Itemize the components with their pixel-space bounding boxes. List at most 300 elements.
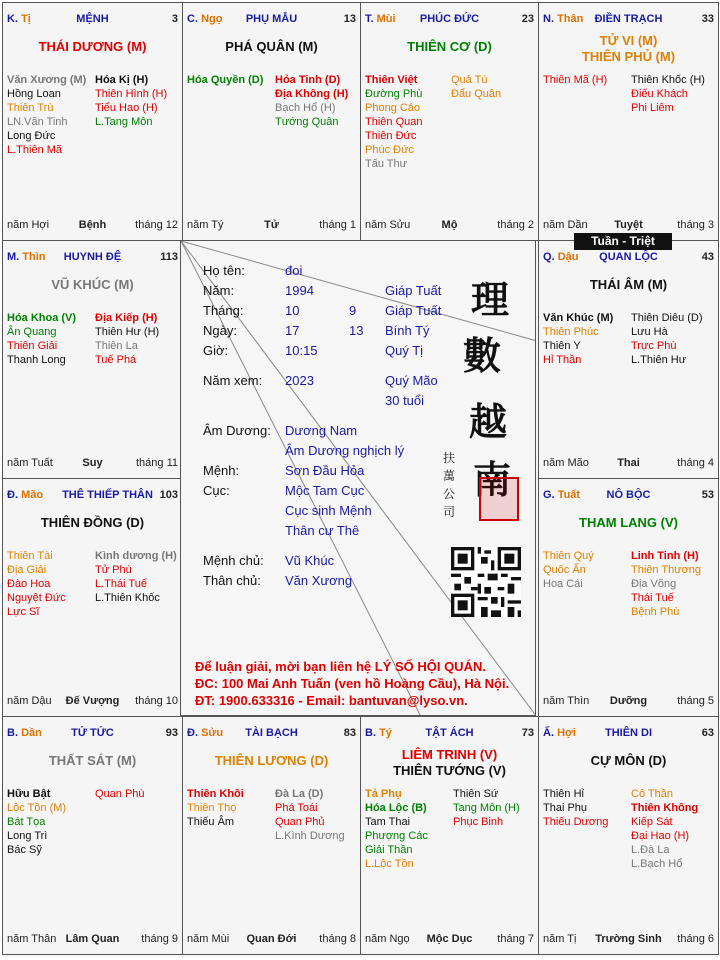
minor-star: Thiên Thương bbox=[631, 564, 702, 576]
minor-star: Thiếu Dương bbox=[543, 816, 609, 828]
palace-footer bbox=[543, 695, 714, 709]
main-stars bbox=[539, 277, 718, 293]
year-canchi: Giáp Tuất bbox=[385, 283, 442, 298]
minor-stars-right bbox=[95, 73, 167, 129]
name-label: Họ tên: bbox=[203, 263, 245, 278]
minor-stars-left bbox=[7, 549, 66, 619]
minor-stars-left bbox=[543, 73, 607, 87]
main-star: THÁI ÂM (M) bbox=[589, 277, 668, 292]
footer-phase: Quan Đới bbox=[246, 933, 297, 945]
minor-star: Thiên Trù bbox=[7, 102, 54, 114]
minor-star: Lưu Hà bbox=[631, 326, 668, 338]
minor-star: Đẩu Quân bbox=[451, 88, 502, 100]
palace-name: PHỤ MẪU bbox=[245, 13, 298, 25]
palace-header bbox=[365, 727, 534, 741]
palace-chi: Ngọ bbox=[201, 13, 223, 25]
palace-can-chi bbox=[7, 727, 42, 739]
minor-stars-left bbox=[365, 787, 428, 871]
footer-year: năm Hợi bbox=[7, 219, 50, 231]
footer-phase: Đế Vượng bbox=[65, 695, 120, 707]
cuc-value-2: Cục sinh Mệnh bbox=[285, 503, 372, 518]
viewyear-value: 2023 bbox=[285, 373, 314, 388]
day-label: Ngày: bbox=[203, 323, 237, 338]
palace-name: PHÚC ĐỨC bbox=[419, 13, 480, 25]
main-stars bbox=[3, 277, 182, 293]
palace-can: G. bbox=[543, 489, 555, 501]
minor-star: Địa Võng bbox=[631, 578, 677, 590]
minor-star: Phục Binh bbox=[453, 816, 504, 828]
minor-stars-left bbox=[365, 73, 422, 171]
palace-can-chi bbox=[7, 489, 43, 501]
palace-chi: Mão bbox=[21, 489, 44, 501]
minor-star: Quan Phù bbox=[95, 788, 145, 800]
palace-cell-dan[interactable] bbox=[2, 716, 183, 955]
palace-name: THIÊN DI bbox=[604, 727, 653, 739]
contact-line-1: Để luận giải, mời bạn liên hệ LÝ SỐ HỘI QUÁN. bbox=[195, 659, 486, 674]
palace-cell-ti[interactable] bbox=[2, 2, 183, 241]
footer-year: năm Dậu bbox=[7, 695, 52, 707]
palace-number: 3 bbox=[171, 13, 178, 25]
main-star: THAM LANG (V) bbox=[579, 515, 678, 530]
footer-month: tháng 6 bbox=[677, 933, 714, 945]
minor-stars-left bbox=[187, 73, 263, 87]
palace-footer bbox=[7, 695, 178, 709]
palace-header bbox=[7, 489, 178, 503]
palace-header bbox=[365, 13, 534, 27]
main-star: TỬ VI (M) bbox=[599, 33, 658, 48]
minor-star: Lộc Tồn (M) bbox=[7, 802, 67, 814]
minor-star: Thiên Hình (H) bbox=[95, 88, 168, 100]
palace-can: K. bbox=[7, 13, 18, 25]
calligraphy-char-4: 南 bbox=[473, 457, 512, 502]
palace-number: 73 bbox=[521, 727, 534, 739]
footer-phase: Dưỡng bbox=[609, 695, 648, 707]
age-value: 30 tuổi bbox=[385, 393, 425, 408]
cuc-value-1: Mộc Tam Cục bbox=[285, 483, 365, 498]
footer-phase: Mộc Dục bbox=[426, 933, 473, 945]
minor-stars-right bbox=[95, 549, 177, 605]
minor-star: Thiên Diêu (D) bbox=[631, 312, 703, 324]
footer-phase: Tử bbox=[264, 219, 279, 231]
palace-number: 43 bbox=[701, 251, 714, 263]
thanchu-label: Thân chủ: bbox=[203, 573, 261, 588]
palace-chi: Tị bbox=[21, 13, 31, 25]
footer-month: tháng 7 bbox=[497, 933, 534, 945]
footer-year: năm Tị bbox=[543, 933, 577, 945]
minor-star: Thiên Đức bbox=[365, 130, 417, 142]
palace-header bbox=[7, 251, 178, 265]
minor-star: Trực Phù bbox=[631, 340, 677, 352]
palace-header bbox=[7, 13, 178, 27]
minor-star: Hóa Quyền (D) bbox=[187, 74, 264, 86]
palace-chi: Tuất bbox=[557, 489, 581, 501]
palace-number: 103 bbox=[159, 489, 178, 501]
main-star: THIÊN LƯƠNG (D) bbox=[214, 753, 329, 768]
amduong-label: Âm Dương: bbox=[203, 423, 271, 438]
palace-name: TẬT ÁCH bbox=[425, 727, 474, 739]
main-stars bbox=[539, 515, 718, 531]
palace-can: N. bbox=[543, 13, 554, 25]
cuc-label: Cục: bbox=[203, 483, 230, 498]
day-solar: 17 bbox=[285, 323, 300, 338]
minor-star: Hồng Loan bbox=[7, 88, 61, 100]
minor-star: Phúc Đức bbox=[365, 144, 414, 156]
minor-star: Thiên Hư (H) bbox=[95, 326, 160, 338]
palace-footer bbox=[187, 219, 356, 233]
main-stars bbox=[3, 753, 182, 769]
palace-name: TỬ TỨC bbox=[71, 727, 114, 739]
palace-can-chi bbox=[365, 727, 392, 739]
minor-star: L.Đà La bbox=[631, 844, 670, 856]
palace-chi: Dần bbox=[21, 727, 42, 739]
menh-label: Mệnh: bbox=[203, 463, 240, 478]
palace-number: 63 bbox=[701, 727, 714, 739]
minor-star: Đại Hao (H) bbox=[631, 830, 690, 842]
palace-name: QUAN LỘC bbox=[599, 251, 658, 263]
footer-month: tháng 9 bbox=[141, 933, 178, 945]
minor-star: Thiên Tài bbox=[7, 550, 53, 562]
main-stars bbox=[183, 753, 360, 769]
palace-cell-hoi[interactable] bbox=[538, 716, 719, 955]
palace-name: NÔ BỘC bbox=[606, 489, 651, 501]
palace-footer bbox=[7, 457, 178, 471]
palace-footer bbox=[187, 933, 356, 947]
minor-stars-left bbox=[187, 787, 244, 829]
thanchu-value: Văn Xương bbox=[285, 573, 353, 588]
footer-phase: Mộ bbox=[441, 219, 458, 231]
minor-star: Phong Cáo bbox=[365, 102, 421, 114]
palace-chi: Tý bbox=[379, 727, 392, 739]
footer-month: tháng 4 bbox=[677, 457, 714, 469]
minor-stars-right bbox=[95, 311, 159, 367]
footer-phase: Tuyệt bbox=[614, 219, 643, 231]
minor-star: Thiếu Âm bbox=[187, 816, 235, 828]
minor-star: L.Thiên Hư bbox=[631, 354, 687, 366]
footer-year: năm Mùi bbox=[187, 933, 230, 945]
main-star: VŨ KHÚC (M) bbox=[51, 277, 134, 292]
palace-cell-mui[interactable] bbox=[360, 2, 539, 241]
minor-star: Bác Sỹ bbox=[7, 844, 42, 856]
palace-cell-ngo[interactable] bbox=[182, 2, 361, 241]
red-seal-icon bbox=[479, 477, 519, 521]
palace-can-chi bbox=[543, 489, 580, 501]
year-value: 1994 bbox=[285, 283, 314, 298]
minor-star: Đà La (D) bbox=[275, 788, 324, 800]
main-star: THIÊN TƯỚNG (V) bbox=[393, 763, 506, 778]
minor-stars-right bbox=[631, 311, 703, 367]
footer-month: tháng 2 bbox=[497, 219, 534, 231]
palace-can-chi bbox=[7, 13, 31, 25]
footer-month: tháng 3 bbox=[677, 219, 714, 231]
palace-chi: Thân bbox=[557, 13, 584, 25]
footer-year: năm Thìn bbox=[543, 695, 590, 707]
minor-star: Tướng Quân bbox=[275, 116, 339, 128]
palace-footer bbox=[543, 933, 714, 947]
main-star: THÁI DƯƠNG (M) bbox=[38, 39, 147, 54]
minor-star: Đường Phù bbox=[365, 88, 423, 100]
main-star: THẤT SÁT (M) bbox=[48, 753, 137, 768]
minor-stars-left bbox=[543, 549, 594, 591]
day-canchi: Bính Tý bbox=[385, 323, 430, 338]
palace-cell-thin[interactable] bbox=[2, 240, 183, 479]
palace-cell-tuat[interactable] bbox=[538, 478, 719, 717]
minor-star: Thanh Long bbox=[7, 354, 66, 366]
palace-can-chi bbox=[7, 251, 46, 263]
palace-header bbox=[187, 727, 356, 741]
minor-star: Điếu Khách bbox=[631, 88, 688, 100]
minor-star: Kình dương (H) bbox=[95, 550, 177, 562]
minor-star: Nguyệt Đức bbox=[7, 592, 66, 604]
minor-star: Tử Phù bbox=[95, 564, 132, 576]
palace-can: Ấ. bbox=[543, 727, 554, 739]
minor-star: Bệnh Phù bbox=[631, 606, 680, 618]
palace-number: 13 bbox=[343, 13, 356, 25]
minor-star: L.Thiên Mã bbox=[7, 144, 63, 156]
minor-star: Thiên Thọ bbox=[187, 802, 237, 814]
footer-phase: Trường Sinh bbox=[595, 933, 662, 945]
palace-can-chi bbox=[543, 13, 583, 25]
minor-star: L.Thái Tuế bbox=[95, 578, 147, 590]
minor-star: Linh Tinh (H) bbox=[631, 550, 699, 562]
minor-star: Quan Phủ bbox=[275, 816, 325, 828]
minor-star: L.Tang Môn bbox=[95, 116, 153, 128]
palace-can: M. bbox=[7, 251, 20, 263]
main-star: CỰ MÔN (D) bbox=[590, 753, 667, 768]
minor-star: Lực Sĩ bbox=[7, 606, 40, 618]
footer-phase: Lâm Quan bbox=[65, 933, 120, 945]
small-seal-text: 扶萬公司 bbox=[443, 451, 456, 519]
palace-chi: Dậu bbox=[557, 251, 579, 263]
menhchu-label: Mệnh chủ: bbox=[203, 553, 264, 568]
palace-can: T. bbox=[365, 13, 374, 25]
minor-stars-right bbox=[275, 73, 348, 129]
hour-canchi: Quý Tị bbox=[385, 343, 424, 358]
palace-header bbox=[187, 13, 356, 27]
palace-name: MỆNH bbox=[76, 13, 109, 25]
palace-cell-ty[interactable] bbox=[360, 716, 539, 955]
minor-star: Long Đức bbox=[7, 130, 56, 142]
palace-number: 83 bbox=[343, 727, 356, 739]
main-stars bbox=[539, 753, 718, 769]
hour-label: Giờ: bbox=[203, 343, 229, 358]
footer-month: tháng 12 bbox=[135, 219, 178, 231]
month-lunar: 9 bbox=[349, 303, 357, 318]
center-info-panel bbox=[180, 240, 536, 716]
palace-can-chi bbox=[543, 251, 578, 263]
palace-chi: Mùi bbox=[376, 13, 396, 25]
minor-star: Tuế Phá bbox=[95, 354, 137, 366]
minor-star: Thiên Hỉ bbox=[543, 788, 584, 800]
palace-footer bbox=[7, 219, 178, 233]
day-lunar: 13 bbox=[349, 323, 364, 338]
palace-header bbox=[543, 251, 714, 265]
minor-star: Địa Giải bbox=[7, 564, 47, 576]
minor-star: Địa Không (H) bbox=[275, 88, 349, 100]
amduong-value-1: Dương Nam bbox=[285, 423, 358, 438]
minor-star: Quả Tú bbox=[451, 74, 488, 86]
footer-phase: Bệnh bbox=[78, 219, 107, 231]
calligraphy-char-2: 數 bbox=[463, 333, 502, 378]
menhchu-value: Vũ Khúc bbox=[285, 553, 335, 568]
minor-stars-right bbox=[631, 787, 698, 871]
minor-star: L.Thiên Khốc bbox=[95, 592, 160, 604]
palace-can: Q. bbox=[543, 251, 555, 263]
month-canchi: Giáp Tuất bbox=[385, 303, 442, 318]
footer-year: năm Mão bbox=[543, 457, 589, 469]
footer-month: tháng 11 bbox=[135, 457, 178, 469]
main-stars bbox=[183, 39, 360, 55]
month-solar: 10 bbox=[285, 303, 300, 318]
main-stars bbox=[3, 515, 182, 531]
palace-header bbox=[7, 727, 178, 741]
main-stars bbox=[361, 747, 538, 779]
main-star: THIÊN PHỦ (M) bbox=[581, 49, 676, 64]
minor-star: Địa Kiếp (H) bbox=[95, 312, 158, 324]
palace-header bbox=[543, 489, 714, 503]
minor-star: Thiên Phúc bbox=[543, 326, 599, 338]
minor-star: Cô Thần bbox=[631, 788, 673, 800]
contact-phone-email[interactable]: ĐT: 1900.633316 - Email: bantuvan@lyso.vn. bbox=[195, 693, 468, 708]
minor-star: Thiên Y bbox=[543, 340, 581, 352]
qr-code-icon bbox=[451, 547, 521, 617]
minor-star: Văn Xương (M) bbox=[7, 74, 87, 86]
year-label: Năm: bbox=[203, 283, 235, 298]
minor-stars-left bbox=[543, 311, 613, 367]
calligraphy-char-1: 理 bbox=[471, 277, 510, 322]
palace-name: ĐIỀN TRẠCH bbox=[594, 13, 663, 25]
minor-star: L.Lộc Tồn bbox=[365, 858, 414, 870]
minor-star: Bát Tọa bbox=[7, 816, 46, 828]
footer-year: năm Thân bbox=[7, 933, 57, 945]
minor-stars-right bbox=[453, 787, 520, 829]
minor-star: Thiên Giải bbox=[7, 340, 58, 352]
palace-cell-than[interactable] bbox=[538, 2, 719, 241]
minor-star: Thiên Khôi bbox=[187, 788, 244, 800]
minor-star: Thiên Không bbox=[631, 802, 699, 814]
minor-star: Thiên Khốc (H) bbox=[631, 74, 705, 86]
menh-value: Sơn Đầu Hỏa bbox=[285, 463, 365, 478]
minor-star: Hoa Cái bbox=[543, 578, 583, 590]
main-star: THIÊN CƠ (D) bbox=[407, 39, 492, 54]
minor-star: L.Kình Dương bbox=[275, 830, 345, 842]
footer-month: tháng 10 bbox=[135, 695, 178, 707]
minor-star: Tiểu Hao (H) bbox=[95, 102, 158, 114]
minor-star: Tam Thai bbox=[365, 816, 411, 828]
calligraphy-char-3: 越 bbox=[469, 399, 508, 444]
contact-address: ĐC: 100 Mai Anh Tuấn (ven hồ Hoàng Cầu), Hà Nội. bbox=[195, 676, 510, 691]
hour-value: 10:15 bbox=[285, 343, 318, 358]
palace-can: B. bbox=[365, 727, 376, 739]
minor-stars-left bbox=[7, 73, 86, 157]
minor-star: Phá Toái bbox=[275, 802, 318, 814]
palace-number: 93 bbox=[165, 727, 178, 739]
viewyear-label: Năm xem: bbox=[203, 373, 263, 388]
palace-footer bbox=[7, 933, 178, 947]
footer-month: tháng 1 bbox=[319, 219, 356, 231]
footer-month: tháng 8 bbox=[319, 933, 356, 945]
minor-star: Bạch Hổ (H) bbox=[275, 102, 336, 114]
palace-cell-suu[interactable] bbox=[182, 716, 361, 955]
minor-star: Thiên Việt bbox=[365, 74, 418, 86]
tuan-triet-badge: Tuần - Triệt bbox=[574, 233, 672, 250]
palace-number: 113 bbox=[160, 251, 178, 263]
minor-star: Tang Môn (H) bbox=[453, 802, 520, 814]
minor-star: Hỉ Thần bbox=[543, 354, 582, 366]
cuc-value-3: Thân cư Thê bbox=[285, 523, 360, 538]
name-value: đoi bbox=[285, 263, 303, 278]
minor-star: Thiên Sứ bbox=[453, 788, 499, 800]
minor-star: Hóa Lộc (B) bbox=[365, 802, 427, 814]
palace-footer bbox=[365, 933, 534, 947]
palace-cell-mao[interactable] bbox=[2, 478, 183, 717]
footer-year: năm Tý bbox=[187, 219, 224, 231]
minor-star: LN.Văn Tinh bbox=[7, 116, 68, 128]
main-star: THIÊN ĐỒNG (D) bbox=[40, 515, 145, 530]
palace-can-chi bbox=[187, 13, 222, 25]
minor-stars-right bbox=[451, 73, 501, 101]
viewyear-canchi: Quý Mão bbox=[385, 373, 438, 388]
minor-star: Quốc Ấn bbox=[543, 564, 586, 576]
minor-stars-right bbox=[95, 787, 145, 801]
minor-star: Văn Khúc (M) bbox=[543, 312, 614, 324]
main-stars bbox=[361, 39, 538, 55]
minor-star: Long Trì bbox=[7, 830, 48, 842]
footer-year: năm Tuất bbox=[7, 457, 53, 469]
minor-star: Kiếp Sát bbox=[631, 816, 673, 828]
minor-star: L.Bạch Hổ bbox=[631, 858, 683, 870]
palace-footer bbox=[543, 457, 714, 471]
palace-can-chi bbox=[543, 727, 576, 739]
palace-name: THÊ THIẾP THÂN bbox=[62, 489, 153, 501]
palace-chi: Sửu bbox=[201, 727, 224, 739]
palace-can: Đ. bbox=[187, 727, 198, 739]
footer-phase: Thai bbox=[617, 457, 640, 469]
minor-star: Hỏa Tinh (D) bbox=[275, 74, 341, 86]
main-stars bbox=[3, 39, 182, 55]
palace-cell-dau[interactable] bbox=[538, 240, 719, 479]
minor-star: Phượng Các bbox=[365, 830, 428, 842]
footer-year: năm Sửu bbox=[365, 219, 411, 231]
palace-can: B. bbox=[7, 727, 18, 739]
minor-star: Thiên Mã (H) bbox=[543, 74, 608, 86]
minor-star: Ân Quang bbox=[7, 326, 57, 338]
minor-stars-right bbox=[631, 73, 705, 115]
palace-footer bbox=[543, 219, 714, 233]
minor-stars-left bbox=[7, 787, 66, 857]
minor-star: Hóa Khoa (V) bbox=[7, 312, 77, 324]
palace-can-chi bbox=[365, 13, 396, 25]
palace-number: 33 bbox=[701, 13, 714, 25]
minor-star: Thiên Quý bbox=[543, 550, 594, 562]
footer-year: năm Ngọ bbox=[365, 933, 410, 945]
minor-star: Thiên La bbox=[95, 340, 138, 352]
footer-year: năm Dần bbox=[543, 219, 588, 231]
amduong-value-2: Âm Dương nghịch lý bbox=[285, 443, 405, 458]
palace-footer bbox=[365, 219, 534, 233]
palace-name: HUYNH ĐỆ bbox=[63, 251, 122, 263]
minor-star: Thiên Quan bbox=[365, 116, 423, 128]
palace-header bbox=[543, 727, 714, 741]
palace-header bbox=[543, 13, 714, 27]
minor-star: Thai Phụ bbox=[543, 802, 588, 814]
palace-can-chi bbox=[187, 727, 223, 739]
palace-name: TÀI BẠCH bbox=[245, 727, 298, 739]
palace-can: Đ. bbox=[7, 489, 18, 501]
palace-chi: Thìn bbox=[22, 251, 46, 263]
minor-star: Thái Tuế bbox=[631, 592, 674, 604]
minor-star: Đào Hoa bbox=[7, 578, 51, 590]
palace-number: 23 bbox=[521, 13, 534, 25]
